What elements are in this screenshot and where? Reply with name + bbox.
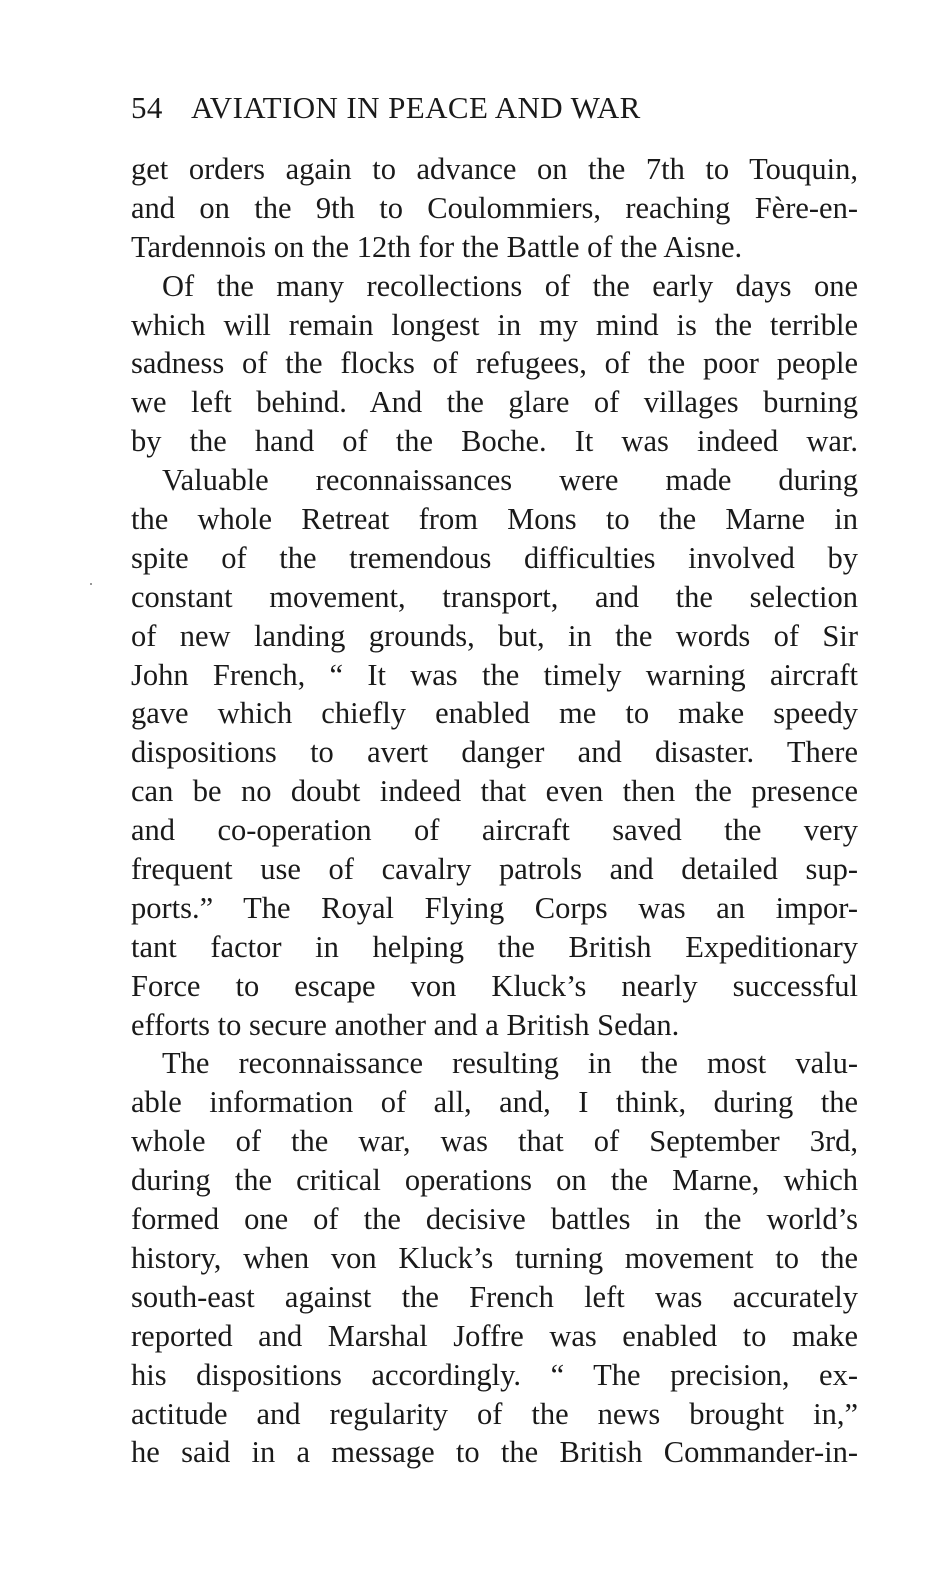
text-line: by the hand of the Boche. It was indeed war. — [131, 424, 858, 459]
text-line: south-east against the French left was accurately — [131, 1279, 858, 1314]
text-line: history, when von Kluck’s turning movement to the — [131, 1240, 858, 1275]
text-line: dispositions to avert danger and disaster. There — [131, 735, 858, 770]
text-line: Tardennois on the 12th for the Battle of the Aisne. — [131, 229, 743, 264]
text-line: he said in a message to the British Commander-in- — [131, 1435, 858, 1470]
text-line: efforts to secure another and a British Sedan. — [131, 1007, 680, 1042]
text-line: the whole Retreat from Mons to the Marne in — [131, 502, 858, 537]
text-line: we left behind. And the glare of villages burning — [131, 385, 858, 420]
text-line: ports.” The Royal Flying Corps was an impor- — [131, 890, 858, 925]
paragraph-first-line: Of the many recollections of the early days one — [162, 268, 858, 303]
text-line: spite of the tremendous difficulties involved by — [131, 540, 858, 575]
text-line: can be no doubt indeed that even then the presence — [131, 774, 858, 809]
text-line: and on the 9th to Coulommiers, reaching Fère-en- — [131, 190, 858, 225]
text-line: Force to escape von Kluck’s nearly successful — [131, 968, 858, 1003]
scan-speck — [90, 583, 92, 585]
text-line: formed one of the decisive battles in the world’s — [131, 1202, 858, 1237]
book-title: AVIATION IN PEACE AND WAR — [191, 90, 641, 125]
text-line: and co-operation of aircraft saved the very — [131, 813, 858, 848]
text-line: gave which chiefly enabled me to make speedy — [131, 696, 858, 731]
text-line: constant movement, transport, and the selection — [131, 579, 858, 614]
body-text — [131, 150, 858, 1472]
text-line: tant factor in helping the British Expeditionary — [131, 929, 858, 964]
text-line: actitude and regularity of the news brought in,” — [131, 1396, 858, 1431]
text-line: get orders again to advance on the 7th to Touquin, — [131, 152, 858, 186]
text-line: his dispositions accordingly. “ The precision, ex- — [131, 1357, 858, 1392]
text-line: John French, “ It was the timely warning aircraft — [131, 657, 858, 692]
text-line: frequent use of cavalry patrols and detailed sup- — [131, 852, 858, 887]
text-line: whole of the war, was that of September 3rd, — [131, 1124, 858, 1159]
text-line: able information of all, and, I think, during the — [131, 1085, 858, 1120]
running-head — [131, 90, 861, 132]
paragraph-first-line: Valuable reconnaissances were made during — [162, 463, 858, 498]
paragraph-first-line: The reconnaissance resulting in the most valu- — [162, 1046, 858, 1081]
text-line: sadness of the flocks of refugees, of the poor people — [131, 346, 858, 381]
text-line: reported and Marshal Joffre was enabled to make — [131, 1318, 858, 1353]
text-line: of new landing grounds, but, in the words of Sir — [131, 618, 858, 653]
text-line: during the critical operations on the Marne, which — [131, 1163, 858, 1198]
text-line: which will remain longest in my mind is the terrible — [131, 307, 858, 342]
page-number: 54 — [131, 90, 163, 125]
